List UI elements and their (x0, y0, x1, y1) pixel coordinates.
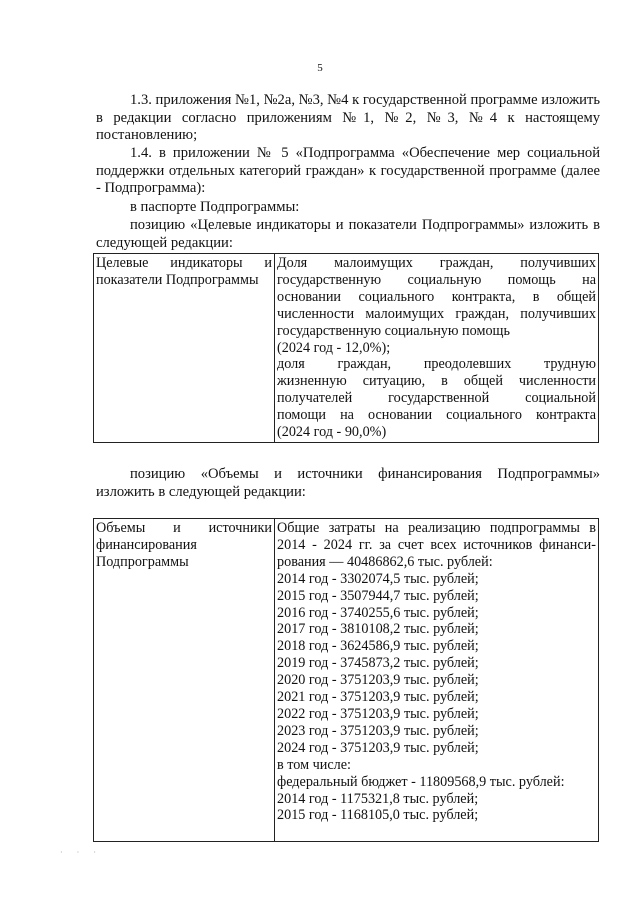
financing-year-line: 2015 год - 3507944,7 тыс. рублей; (277, 587, 479, 604)
indicators-label-cell (94, 254, 275, 443)
paragraph-1-3: 1.3. приложения №1, №2а, №3, №4 к государственной программе изложить в редакции согласно приложениям №1, №2, №3, №4 к настоящему постановлению; (96, 92, 600, 143)
table-row (94, 254, 599, 443)
indicator-line: получателей государственной социальной (277, 390, 596, 407)
indicator-line: государственную социальную помощь (277, 322, 510, 339)
financing-intro-line: 2014 - 2024 гг. за счет всех источников финанси- (277, 536, 596, 553)
indicator-line: Доля малоимущих граждан, получивших (277, 255, 596, 271)
financing-intro-line: Общие затраты на реализацию подпрограммы в (277, 520, 596, 536)
financing-year-line: 2017 год - 3810108,2 тыс. рублей; (277, 621, 479, 638)
indicator-line: помощи на основании социального контракта (277, 407, 596, 424)
label-line: Подпрограммы (96, 553, 189, 570)
federal-year-line: 2014 год - 1175321,8 тыс. рублей; (277, 790, 479, 807)
indicator-line: жизненную ситуацию, в общей численности (277, 373, 596, 390)
including-line: в том числе: (277, 756, 351, 773)
financing-table (93, 518, 599, 842)
federal-year-line: 2015 год - 1168105,0 тыс. рублей; (277, 807, 479, 824)
table-row (94, 519, 599, 842)
label-line: Объемы и источники (96, 520, 272, 536)
financing-year-line: 2018 год - 3624586,9 тыс. рублей; (277, 638, 479, 655)
financing-year-line: 2024 год - 3751203,9 тыс. рублей; (277, 739, 479, 756)
indicator-line: (2024 год - 12,0%); (277, 339, 391, 356)
indicator-line: доля граждан, преодолевших трудную (277, 356, 596, 373)
financing-intro-line: рования — 40486862,6 тыс. рублей: (277, 553, 493, 570)
indicators-table (93, 253, 599, 443)
financing-value-cell (275, 519, 599, 842)
financing-year-line: 2021 год - 3751203,9 тыс. рублей; (277, 689, 479, 706)
financing-label-cell (94, 519, 275, 842)
indicator-line: государственную социальную помощь на (277, 271, 596, 288)
paragraph-position-financing: позицию «Объемы и источники финансирования Подпрограммы» изложить в следующей редакции: (96, 466, 600, 500)
financing-year-line: 2016 год - 3740255,6 тыс. рублей; (277, 604, 479, 621)
label-line: показатели Подпрограммы (96, 271, 259, 288)
financing-year-line: 2020 год - 3751203,9 тыс. рублей; (277, 672, 479, 689)
paragraph-position-indicators: позицию «Целевые индикаторы и показатели Подпрограммы» изложить в следующей редакции: (96, 217, 600, 251)
financing-year-line: 2014 год - 3302074,5 тыс. рублей; (277, 570, 479, 587)
indicator-line: численности малоимущих граждан, получивших (277, 305, 596, 322)
scan-specks: · · · (60, 848, 102, 857)
label-line: финансирования (96, 536, 197, 553)
paragraph-passport: в паспорте Подпрограммы: (130, 199, 300, 215)
indicator-line: основании социального контракта, в общей (277, 288, 596, 305)
federal-budget-line: федеральный бюджет - 11809568,9 тыс. рублей: (277, 773, 565, 790)
label-line: Целевые индикаторы и (96, 255, 272, 271)
financing-year-line: 2022 год - 3751203,9 тыс. рублей; (277, 705, 479, 722)
indicators-value-cell (275, 254, 599, 443)
financing-year-line: 2023 год - 3751203,9 тыс. рублей; (277, 722, 479, 739)
paragraph-1-4: 1.4. в приложении № 5 «Подпрограмма «Обеспечение мер социальной поддержки отдельных категорий граждан» к государственной программе (далее - Подпрограмма): (96, 145, 600, 196)
page-number: 5 (317, 62, 323, 74)
indicator-line: (2024 год - 90,0%) (277, 424, 387, 441)
financing-year-line: 2019 год - 3745873,2 тыс. рублей; (277, 655, 479, 672)
